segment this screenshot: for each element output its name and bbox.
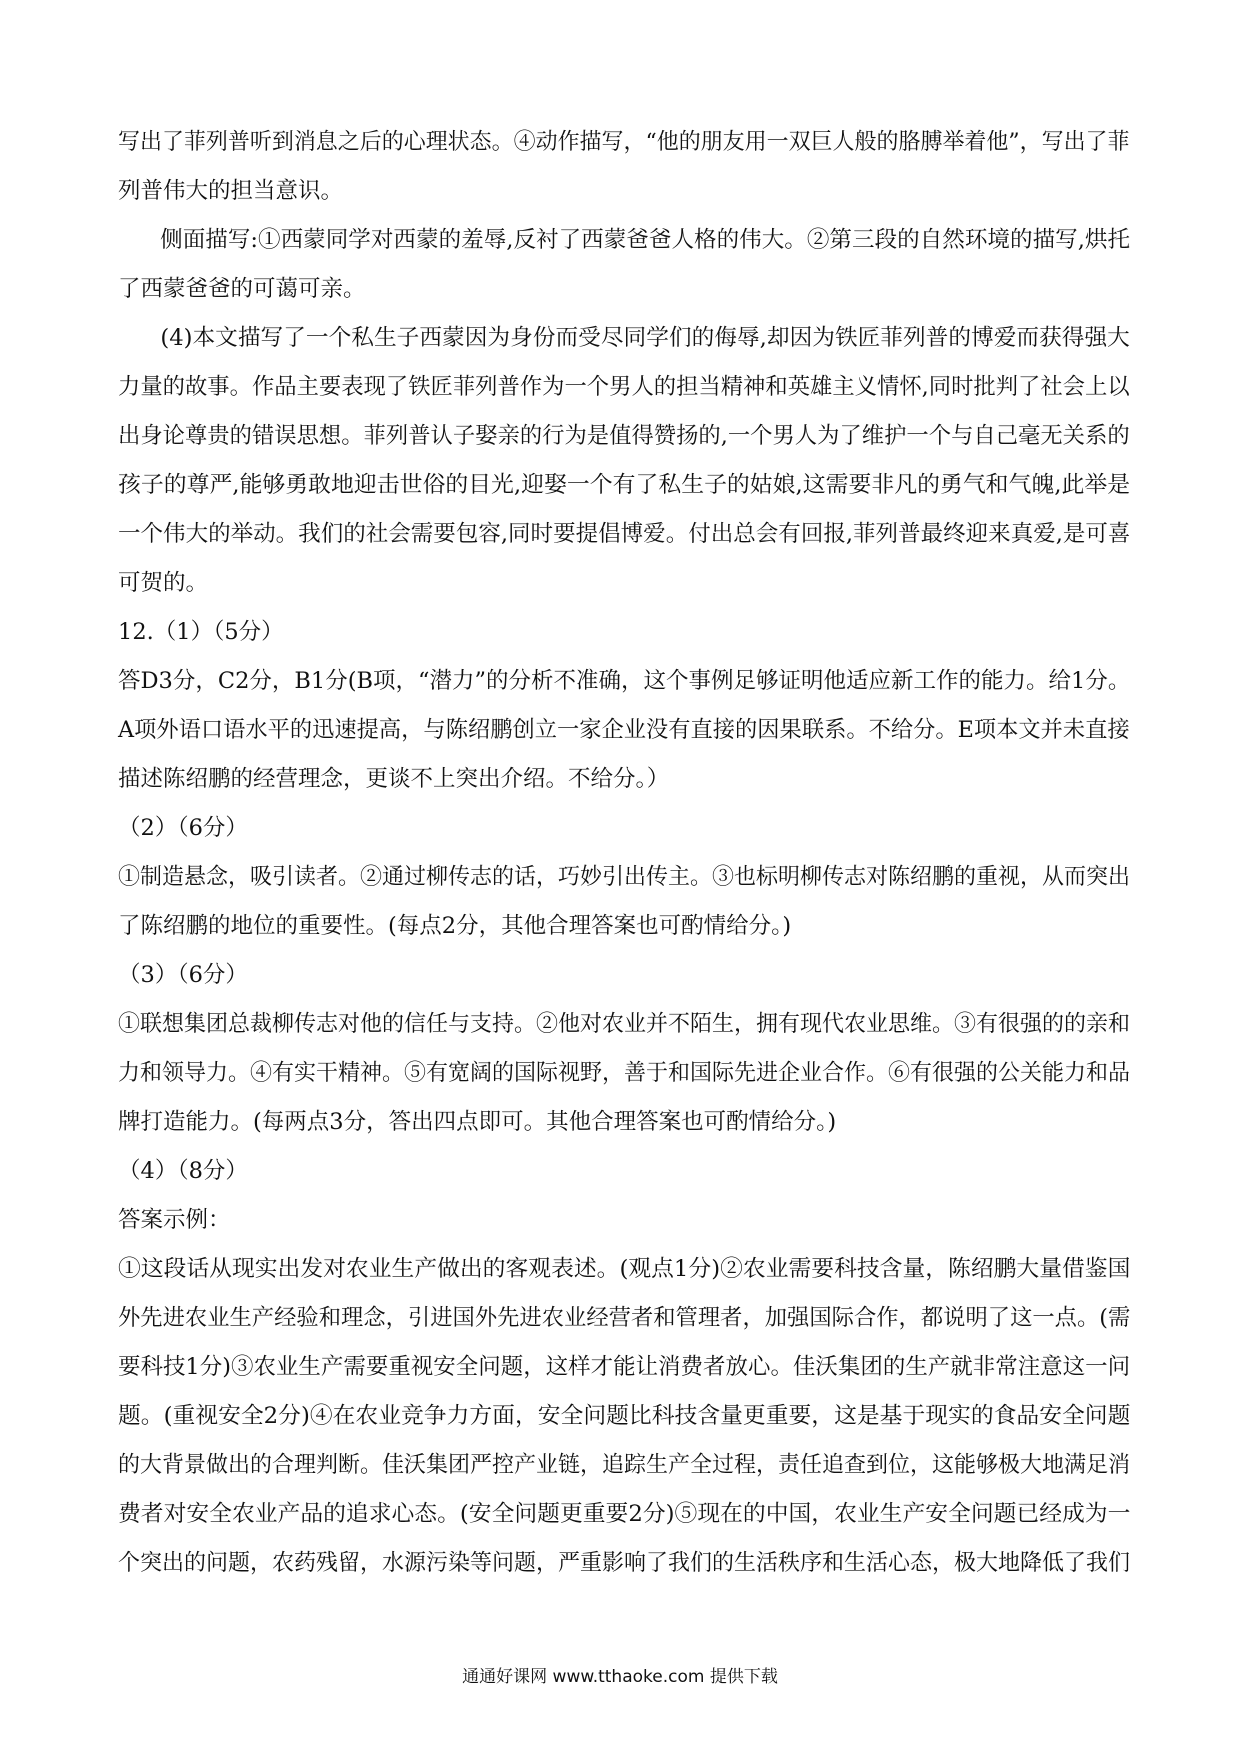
text-line: 列普伟大的担当意识。: [118, 178, 344, 204]
subquestion-heading: （2）（6分）: [118, 815, 248, 841]
text-line: 了陈绍鹏的地位的重要性。(每点2分，其他合理答案也可酌情给分。): [118, 913, 792, 939]
text-line: 可贺的。: [118, 570, 209, 596]
subquestion-heading: （3）（6分）: [118, 962, 248, 988]
text-line: A项外语口语水平的迅速提高，与陈绍鹏创立一家企业没有直接的因果联系。不给分。E项本文并未直接: [118, 717, 1130, 743]
text-line: 答案示例：: [118, 1207, 231, 1233]
text-line: 力和领导力。④有实干精神。⑤有宽阔的国际视野，善于和国际先进企业合作。⑥有很强的公关能力和品: [118, 1060, 1131, 1086]
text-line: 了西蒙爸爸的可蔼可亲。: [118, 276, 366, 302]
text-line: 描述陈绍鹏的经营理念，更谈不上突出介绍。不给分。）: [118, 766, 670, 792]
text-line: ①制造悬念，吸引读者。②通过柳传志的话，巧妙引出传主。③也标明柳传志对陈绍鹏的重视，从而突出: [118, 864, 1131, 890]
text-line: 孩子的尊严,能够勇敢地迎击世俗的目光,迎娶一个有了私生子的姑娘,这需要非凡的勇气和气魄,此举是: [118, 472, 1131, 498]
text-line: 答D3分，C2分，B1分(B项，“潜力”的分析不准确，这个事例足够证明他适应新工作的能力。给1分。: [118, 668, 1131, 694]
text-line: 要科技1分)③农业生产需要重视安全问题，这样才能让消费者放心。佳沃集团的生产就非常注意这一问: [118, 1354, 1131, 1380]
text-line: 侧面描写:①西蒙同学对西蒙的羞辱,反衬了西蒙爸爸人格的伟大。②第三段的自然环境的描写,烘托: [160, 227, 1131, 253]
text-line: 写出了菲列普听到消息之后的心理状态。④动作描写，“他的朋友用一双巨人般的胳膊举着他”，写出了菲: [118, 129, 1130, 155]
text-line: 外先进农业生产经验和理念，引进国外先进农业经营者和管理者，加强国际合作，都说明了这一点。(需: [118, 1305, 1131, 1331]
text-line: 题。(重视安全2分)④在农业竞争力方面，安全问题比科技含量更重要，这是基于现实的食品安全问题: [118, 1403, 1131, 1429]
text-line: ①联想集团总裁柳传志对他的信任与支持。②他对农业并不陌生，拥有现代农业思维。③有很强的的亲和: [118, 1011, 1131, 1037]
text-line: (4)本文描写了一个私生子西蒙因为身份而受尽同学们的侮辱,却因为铁匠菲列普的博爱而获得强大: [160, 325, 1130, 351]
text-line: 费者对安全农业产品的追求心态。(安全问题更重要2分)⑤现在的中国，农业生产安全问题已经成为一: [118, 1501, 1131, 1527]
text-line: 牌打造能力。(每两点3分，答出四点即可。其他合理答案也可酌情给分。): [118, 1109, 837, 1135]
text-line: 一个伟大的举动。我们的社会需要包容,同时要提倡博爱。付出总会有回报,菲列普最终迎来真爱,是可喜: [118, 521, 1131, 547]
text-line: 出身论尊贵的错误思想。菲列普认子娶亲的行为是值得赞扬的,一个男人为了维护一个与自己毫无关系的: [118, 423, 1130, 449]
document-body: [118, 118, 1130, 1588]
question-number: 12.（1）（5分）: [118, 619, 284, 645]
text-line: 的大背景做出的合理判断。佳沃集团严控产业链，追踪生产全过程，责任追查到位，这能够极大地满足消: [118, 1452, 1131, 1478]
text-line: ①这段话从现实出发对农业生产做出的客观表述。(观点1分)②农业需要科技含量，陈绍鹏大量借鉴国: [118, 1256, 1131, 1282]
text-line: 个突出的问题，农药残留，水源污染等问题，严重影响了我们的生活秩序和生活心态，极大地降低了我们: [118, 1550, 1131, 1576]
text-line: 力量的故事。作品主要表现了铁匠菲列普作为一个男人的担当精神和英雄主义情怀,同时批判了社会上以: [118, 374, 1130, 400]
page-footer: 通通好课网 www.tthaoke.com 提供下载: [462, 1667, 778, 1687]
subquestion-heading: （4）（8分）: [118, 1158, 248, 1184]
